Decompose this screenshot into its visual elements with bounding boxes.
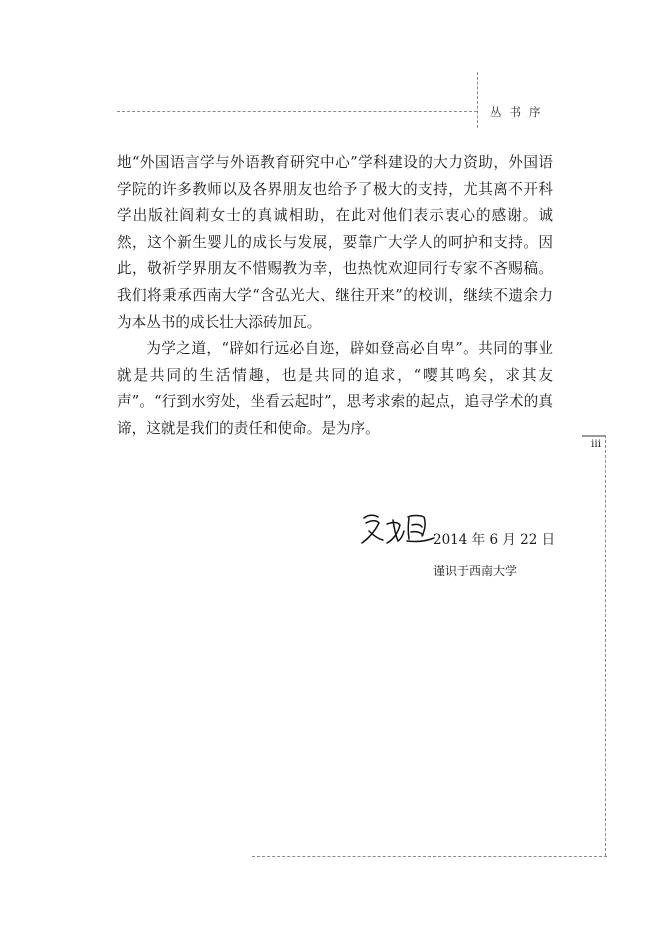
- bottom-rule: [252, 856, 607, 857]
- handwritten-signature-image: [360, 512, 436, 548]
- side-frame: [582, 435, 606, 856]
- page-number: iii: [591, 438, 602, 450]
- signature-place: 谨识于西南大学: [433, 564, 518, 578]
- header-vertical-rule: [477, 72, 478, 128]
- running-head: 丛书序: [490, 105, 549, 119]
- signature-date: 2014 年 6 月 22 日: [433, 532, 556, 548]
- header-rule: [117, 111, 477, 112]
- body-text: [117, 150, 553, 443]
- paragraph-1: 地“外国语言学与外语教育研究中心”学科建设的大力资助，外国语学院的许多教师以及各界朋友也给予了极大的支持，尤其离不开科学出版社阎莉女士的真诚相助，在此对他们表示衷心的感谢。诚然，这个新生婴儿的成长与发展，要靠广大学人的呵护和支持。因此，敬祈学界朋友不惜赐教为幸，也热忱欢迎同行专家不吝赐稿。我们将秉承西南大学“含弘光大、继往开来”的校训，继续不遗余力为本丛书的成长壮大添砖加瓦。: [117, 154, 553, 331]
- paragraph-2: 为学之道，“辟如行远必自迩，辟如登高必自卑”。共同的事业就是共同的生活情趣，也是共同的追求，“嘤其鸣矣，求其友声”。“行到水穷处，坐看云起时”，思考求索的起点，追寻学术的真谛，这就是我们的责任和使命。是为序。: [117, 340, 553, 437]
- signature-block: [360, 512, 560, 582]
